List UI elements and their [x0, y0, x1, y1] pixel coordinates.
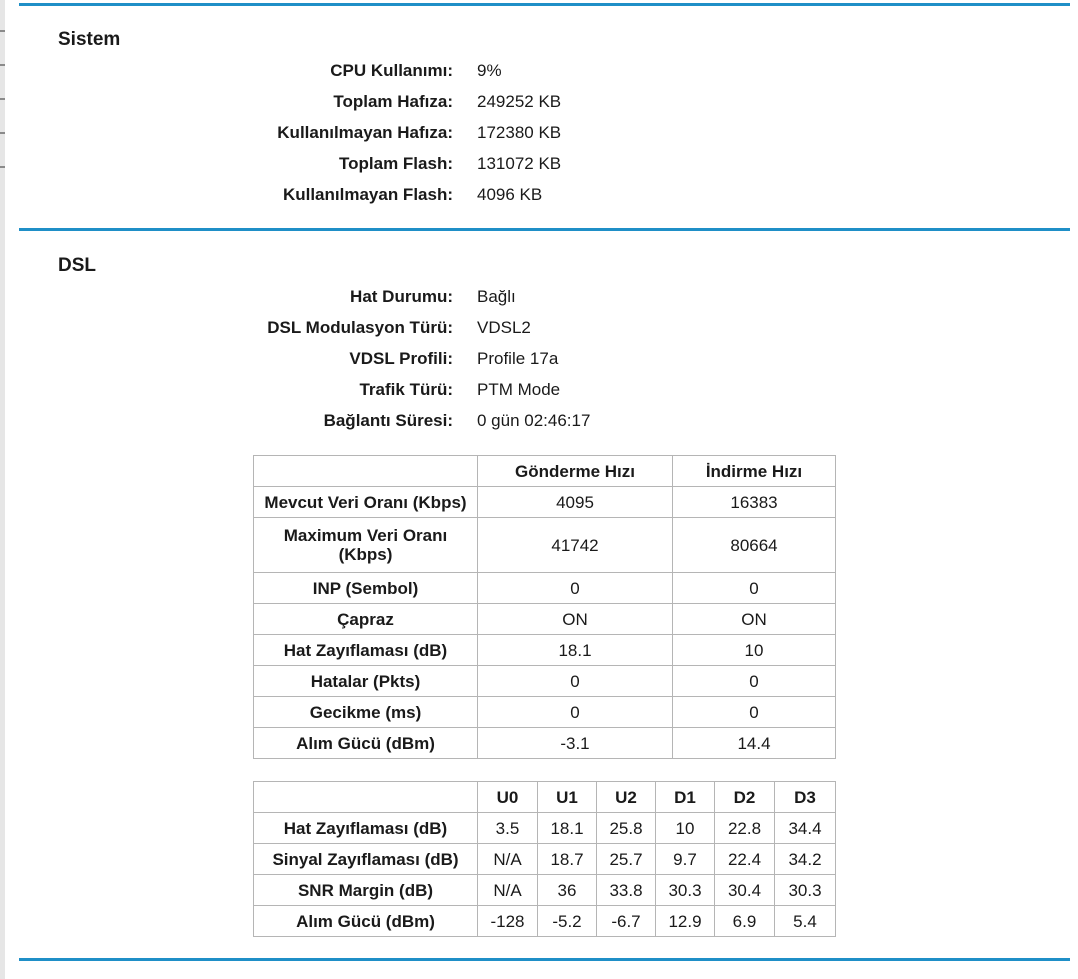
table-header-cell: D2	[715, 782, 775, 813]
table-header-cell	[254, 456, 478, 487]
table-cell: 0	[673, 666, 836, 697]
system-row-total-memory	[0, 86, 1078, 117]
dsl-band-table	[253, 781, 836, 937]
section-title-system: Sistem	[58, 29, 121, 50]
table-cell: 0	[478, 573, 673, 604]
system-row-free-memory	[0, 117, 1078, 148]
dsl-row-line-status	[0, 281, 1078, 312]
row-header: Gecikme (ms)	[254, 697, 478, 728]
table-row	[254, 906, 836, 937]
field-label: Toplam Flash:	[339, 154, 453, 173]
table-row	[254, 875, 836, 906]
field-value: Profile 17a	[477, 349, 559, 368]
table-cell: 30.3	[656, 875, 715, 906]
row-header: Sinyal Zayıflaması (dB)	[254, 844, 478, 875]
system-row-free-flash	[0, 179, 1078, 210]
table-row	[254, 487, 836, 518]
table-cell: 4095	[478, 487, 673, 518]
row-header: Alım Gücü (dBm)	[254, 728, 478, 759]
table-cell: 10	[673, 635, 836, 666]
dsl-row-modulation	[0, 312, 1078, 343]
table-header-cell: İndirme Hızı	[673, 456, 836, 487]
table-cell: 18.1	[478, 635, 673, 666]
field-label: Toplam Hafıza:	[333, 92, 453, 111]
section-divider	[19, 958, 1070, 961]
table-cell: 41742	[478, 518, 673, 573]
table-cell: 30.4	[715, 875, 775, 906]
row-header: INP (Sembol)	[254, 573, 478, 604]
table-cell: 25.7	[597, 844, 656, 875]
table-cell: 6.9	[715, 906, 775, 937]
field-label: VDSL Profili:	[349, 349, 453, 368]
table-cell: 25.8	[597, 813, 656, 844]
edge-mark	[0, 30, 5, 32]
system-row-total-flash	[0, 148, 1078, 179]
table-cell: 33.8	[597, 875, 656, 906]
table-header-cell: U1	[538, 782, 597, 813]
field-label: Hat Durumu:	[350, 287, 453, 306]
row-header: Hatalar (Pkts)	[254, 666, 478, 697]
row-header: Hat Zayıflaması (dB)	[254, 813, 478, 844]
table-cell: -3.1	[478, 728, 673, 759]
row-header: Hat Zayıflaması (dB)	[254, 635, 478, 666]
table-cell: -6.7	[597, 906, 656, 937]
table-header-cell: U2	[597, 782, 656, 813]
field-value: 4096 KB	[477, 185, 543, 204]
table-row	[254, 604, 836, 635]
table-row	[254, 666, 836, 697]
table-cell: N/A	[478, 844, 538, 875]
table-cell: 14.4	[673, 728, 836, 759]
table-cell: 22.8	[715, 813, 775, 844]
table-header-row	[254, 456, 836, 487]
table-header-cell: U0	[478, 782, 538, 813]
system-row-cpu	[0, 55, 1078, 86]
table-row	[254, 844, 836, 875]
field-value: Bağlı	[477, 287, 516, 306]
field-value: PTM Mode	[477, 380, 561, 399]
table-row	[254, 573, 836, 604]
table-cell: 10	[656, 813, 715, 844]
table-cell: 80664	[673, 518, 836, 573]
row-header: Mevcut Veri Oranı (Kbps)	[254, 487, 478, 518]
table-cell: 22.4	[715, 844, 775, 875]
table-cell: -5.2	[538, 906, 597, 937]
table-cell: 18.1	[538, 813, 597, 844]
table-cell: -128	[478, 906, 538, 937]
dsl-row-uptime	[0, 405, 1078, 436]
field-label: Bağlantı Süresi:	[323, 411, 453, 430]
field-value: 131072 KB	[477, 154, 562, 173]
table-header-cell: Gönderme Hızı	[478, 456, 673, 487]
dsl-row-vdsl-profile	[0, 343, 1078, 374]
table-row	[254, 728, 836, 759]
row-header: Maximum Veri Oranı (Kbps)	[254, 518, 478, 573]
table-header-cell	[254, 782, 478, 813]
row-header: Alım Gücü (dBm)	[254, 906, 478, 937]
field-label: DSL Modulasyon Türü:	[267, 318, 453, 337]
dsl-row-traffic-type	[0, 374, 1078, 405]
table-cell: 36	[538, 875, 597, 906]
table-cell: 0	[478, 666, 673, 697]
field-value: 172380 KB	[477, 123, 562, 142]
section-title-dsl: DSL	[58, 255, 96, 276]
table-cell: 5.4	[775, 906, 836, 937]
table-cell: 16383	[673, 487, 836, 518]
table-row	[254, 813, 836, 844]
table-cell: 0	[673, 573, 836, 604]
table-cell: 18.7	[538, 844, 597, 875]
section-divider	[19, 228, 1070, 231]
table-cell: 12.9	[656, 906, 715, 937]
table-cell: 0	[673, 697, 836, 728]
field-label: Trafik Türü:	[359, 380, 453, 399]
field-label: Kullanılmayan Flash:	[282, 185, 453, 204]
table-cell: 34.2	[775, 844, 836, 875]
table-row	[254, 697, 836, 728]
row-header: SNR Margin (dB)	[254, 875, 478, 906]
field-value: 249252 KB	[477, 92, 562, 111]
table-cell: 30.3	[775, 875, 836, 906]
table-cell: 3.5	[478, 813, 538, 844]
table-header-cell: D1	[656, 782, 715, 813]
table-row	[254, 635, 836, 666]
field-label: CPU Kullanımı:	[330, 61, 453, 80]
table-cell: 9.7	[656, 844, 715, 875]
table-cell: 34.4	[775, 813, 836, 844]
table-row	[254, 518, 836, 573]
table-header-row	[254, 782, 836, 813]
table-cell: 0	[478, 697, 673, 728]
dsl-rate-table	[253, 455, 836, 759]
section-divider	[19, 3, 1070, 6]
table-cell: ON	[673, 604, 836, 635]
row-header: Çapraz	[254, 604, 478, 635]
field-value: VDSL2	[477, 318, 531, 337]
field-value: 0 gün 02:46:17	[477, 411, 591, 430]
table-cell: ON	[478, 604, 673, 635]
field-label: Kullanılmayan Hafıza:	[277, 123, 453, 142]
table-header-cell: D3	[775, 782, 836, 813]
field-value: 9%	[477, 61, 502, 80]
table-cell: N/A	[478, 875, 538, 906]
